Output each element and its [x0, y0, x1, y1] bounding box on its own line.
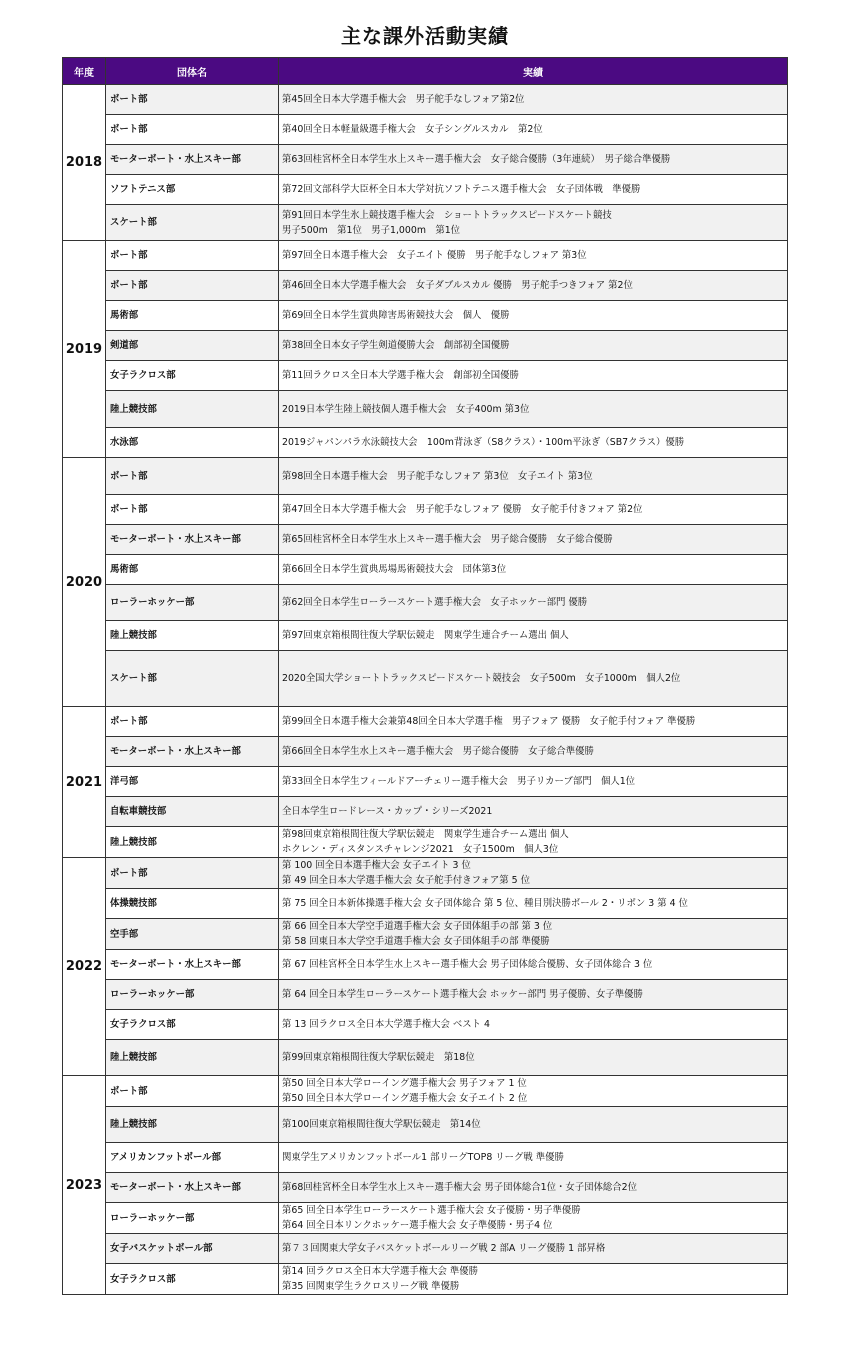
achievement-cell [279, 797, 788, 827]
header-year: 年度 [63, 58, 106, 85]
club-name-cell: モーターボート・水上スキー部 [106, 950, 279, 980]
achievement-line: 第46回全日本大学選手権大会 女子ダブルスカル 優勝 男子舵手つきフォア 第2位 [282, 280, 633, 291]
table-row [63, 950, 788, 980]
achievement-line: 第45回全日本大学選手権大会 男子舵手なしフォア第2位 [282, 94, 525, 105]
club-name-cell: スケート部 [106, 651, 279, 707]
achievement-line: ホクレン・ディスタンスチャレンジ2021 女子1500m 個人3位 [282, 844, 559, 855]
table-row [63, 797, 788, 827]
club-name-cell: 陸上競技部 [106, 391, 279, 428]
club-name-cell: 女子ラクロス部 [106, 1264, 279, 1295]
achievement-line: 第98回全日本選手権大会 男子舵手なしフォア 第3位 女子エイト 第3位 [282, 470, 593, 482]
club-name-cell: ボート部 [106, 241, 279, 271]
year-cell: 2022 [63, 858, 106, 1076]
club-name-cell: ボート部 [106, 271, 279, 301]
achievement-line: 第 64 回全日本学生ローラースケート選手権大会 ホッケー部門 男子優勝、女子準優勝 [282, 989, 643, 1000]
club-name-cell: 女子ラクロス部 [106, 1010, 279, 1040]
table-row [63, 115, 788, 145]
achievement-cell [279, 1234, 788, 1264]
club-name-cell: モーターボート・水上スキー部 [106, 737, 279, 767]
achievement-cell [279, 115, 788, 145]
club-name-cell: 空手部 [106, 919, 279, 950]
club-name-cell: 陸上競技部 [106, 1107, 279, 1143]
results-table [62, 57, 788, 1295]
achievement-line: 全日本学生ロードレース・カップ・シリーズ2021 [282, 806, 493, 817]
club-name-cell: ローラーホッケー部 [106, 1203, 279, 1234]
achievement-line: 第50 回全日本大学ローイング選手権大会 女子エイト 2 位 [282, 1093, 528, 1104]
table-row [63, 621, 788, 651]
club-name-cell: 自転車競技部 [106, 797, 279, 827]
club-name-cell: ボート部 [106, 858, 279, 889]
club-name-cell: 水泳部 [106, 428, 279, 458]
achievement-cell [279, 737, 788, 767]
table-row [63, 1264, 788, 1295]
achievement-line: 第47回全日本大学選手権大会 男子舵手なしフォア 優勝 女子舵手付きフォア 第2位 [282, 504, 643, 515]
achievement-line: 第33回全日本学生フィールドアーチェリー選手権大会 男子リカーブ部門 個人1位 [282, 776, 636, 787]
club-name-cell: ローラーホッケー部 [106, 585, 279, 621]
achievement-line: 第99回全日本選手権大会兼第48回全日本大学選手権 男子フォア 優勝 女子舵手付フォア 準優勝 [282, 716, 696, 727]
achievement-line: 第98回東京箱根間往復大学駅伝競走 関東学生連合チーム選出 個人 [282, 829, 569, 840]
achievement-cell [279, 241, 788, 271]
club-name-cell: モーターボート・水上スキー部 [106, 145, 279, 175]
achievement-line: 第 58 回東日本大学空手道選手権大会 女子団体組手の部 準優勝 [282, 936, 550, 947]
achievement-cell [279, 271, 788, 301]
achievement-cell [279, 950, 788, 980]
table-row [63, 585, 788, 621]
club-name-cell: 体操競技部 [106, 889, 279, 919]
achievement-line: 第40回全日本軽量級選手権大会 女子シングルスカル 第2位 [282, 124, 543, 135]
club-name-cell: ボート部 [106, 458, 279, 495]
table-row [63, 331, 788, 361]
achievement-line: 第 100 回全日本選手権大会 女子エイト 3 位 [282, 860, 471, 871]
achievement-cell [279, 525, 788, 555]
club-name-cell: ボート部 [106, 707, 279, 737]
table-row [63, 525, 788, 555]
achievement-line: 第69回全日本学生賞典障害馬術競技大会 個人 優勝 [282, 310, 510, 321]
achievement-line: 第 67 回桂宮杯全日本学生水上スキー選手権大会 男子団体総合優勝、女子団体総合 3 位 [282, 959, 653, 970]
table-row [63, 1173, 788, 1203]
table-row [63, 85, 788, 115]
page-title: 主な課外活動実績 [341, 24, 509, 48]
table-row [63, 175, 788, 205]
club-name-cell: ソフトテニス部 [106, 175, 279, 205]
achievement-cell [279, 919, 788, 950]
achievement-cell [279, 585, 788, 621]
achievement-line: 2019ジャパンパラ水泳競技大会 100m背泳ぎ（S8クラス）・100m平泳ぎ（SB7クラス）優勝 [282, 437, 685, 448]
results-body [63, 85, 788, 1295]
club-name-cell: 女子バスケットボール部 [106, 1234, 279, 1264]
achievement-cell [279, 495, 788, 525]
club-name-cell: 剣道部 [106, 331, 279, 361]
table-row [63, 241, 788, 271]
achievement-line: 第 66 回全日本大学空手道選手権大会 女子団体組手の部 第 3 位 [282, 921, 553, 932]
achievement-cell [279, 391, 788, 428]
table-row [63, 1234, 788, 1264]
achievement-cell [279, 85, 788, 115]
table-row [63, 301, 788, 331]
achievement-line: 第35 回関東学生ラクロスリーグ戦 準優勝 [282, 1281, 460, 1292]
club-name-cell: ボート部 [106, 85, 279, 115]
achievement-cell [279, 428, 788, 458]
achievement-line: 第７３回関東大学女子バスケットボールリーグ戦 2 部A リーグ優勝 1 部昇格 [282, 1243, 606, 1254]
table-row [63, 205, 788, 241]
table-row [63, 495, 788, 525]
achievement-line: 第38回全日本女子学生剣道優勝大会 創部初全国優勝 [282, 340, 510, 351]
club-name-cell: 女子ラクロス部 [106, 361, 279, 391]
club-name-cell: ボート部 [106, 1076, 279, 1107]
club-name-cell: 洋弓部 [106, 767, 279, 797]
table-row [63, 707, 788, 737]
achievement-line: 第99回東京箱根間往復大学駅伝競走 第18位 [282, 1052, 475, 1063]
club-name-cell: ローラーホッケー部 [106, 980, 279, 1010]
achievement-cell [279, 1173, 788, 1203]
achievement-line: 第 49 回全日本大学選手権大会 女子舵手付きフォア第 5 位 [282, 875, 530, 886]
achievement-cell [279, 651, 788, 707]
achievement-line: 2019日本学生陸上競技個人選手権大会 女子400m 第3位 [282, 403, 530, 415]
achievement-line: 第66回全日本学生水上スキー選手権大会 男子総合優勝 女子総合準優勝 [282, 746, 594, 757]
achievement-cell [279, 889, 788, 919]
achievement-cell [279, 980, 788, 1010]
achievement-cell [279, 1203, 788, 1234]
club-name-cell: スケート部 [106, 205, 279, 241]
club-name-cell: ボート部 [106, 115, 279, 145]
table-row [63, 1010, 788, 1040]
table-row [63, 767, 788, 797]
year-cell: 2023 [63, 1076, 106, 1295]
achievement-cell [279, 555, 788, 585]
achievement-cell [279, 458, 788, 495]
achievement-cell [279, 175, 788, 205]
achievement-line: 第65 回全日本学生ローラースケート選手権大会 女子優勝・男子準優勝 [282, 1205, 581, 1216]
table-row [63, 361, 788, 391]
achievement-cell [279, 205, 788, 241]
achievement-line: 第11回ラクロス全日本大学選手権大会 創部初全国優勝 [282, 370, 519, 381]
table-row [63, 391, 788, 428]
table-row [63, 651, 788, 707]
achievement-cell [279, 145, 788, 175]
table-row [63, 980, 788, 1010]
achievement-line: 第62回全日本学生ローラースケート選手権大会 女子ホッケー部門 優勝 [282, 597, 588, 608]
year-cell: 2020 [63, 458, 106, 707]
table-row [63, 458, 788, 495]
achievement-cell [279, 1143, 788, 1173]
achievement-cell [279, 707, 788, 737]
table-row [63, 1076, 788, 1107]
achievement-cell [279, 301, 788, 331]
achievement-line: 第97回全日本選手権大会 女子エイト 優勝 男子舵手なしフォア 第3位 [282, 250, 587, 261]
table-row [63, 737, 788, 767]
table-row [63, 428, 788, 458]
achievement-line: 第 75 回全日本新体操選手権大会 女子団体総合 第 5 位、種目別決勝ボール 2・リボン 3 第 4 位 [282, 898, 688, 909]
header-achievement: 実績 [279, 58, 788, 85]
table-header-row [63, 58, 788, 85]
club-name-cell: モーターボート・水上スキー部 [106, 1173, 279, 1203]
achievement-line: 第68回桂宮杯全日本学生水上スキー選手権大会 男子団体総合1位・女子団体総合2位 [282, 1182, 637, 1193]
achievement-line: 第 13 回ラクロス全日本大学選手権大会 ベスト 4 [282, 1019, 490, 1030]
table-row [63, 145, 788, 175]
achievement-cell [279, 361, 788, 391]
table-row [63, 827, 788, 858]
table-row [63, 919, 788, 950]
club-name-cell: 陸上競技部 [106, 1040, 279, 1076]
club-name-cell: モーターボート・水上スキー部 [106, 525, 279, 555]
achievement-cell [279, 331, 788, 361]
achievement-line: 第91回日本学生氷上競技選手権大会 ショートトラックスピードスケート競技 [282, 209, 612, 221]
achievement-line: 2020全国大学ショートトラックスピードスケート競技会 女子500m 女子1000m 個人2位 [282, 673, 681, 684]
achievement-line: 第50 回全日本大学ローイング選手権大会 男子フォア 1 位 [282, 1078, 527, 1089]
table-row [63, 1143, 788, 1173]
club-name-cell: 馬術部 [106, 555, 279, 585]
achievement-cell [279, 1010, 788, 1040]
achievement-cell [279, 858, 788, 889]
table-row [63, 555, 788, 585]
achievement-cell [279, 1040, 788, 1076]
club-name-cell: ボート部 [106, 495, 279, 525]
table-row [63, 271, 788, 301]
club-name-cell: アメリカンフットボール部 [106, 1143, 279, 1173]
achievement-line: 男子500m 第1位 男子1,000m 第1位 [282, 224, 461, 236]
achievement-cell [279, 1264, 788, 1295]
club-name-cell: 陸上競技部 [106, 621, 279, 651]
table-row [63, 1107, 788, 1143]
achievement-line: 第72回文部科学大臣杯全日本大学対抗ソフトテニス選手権大会 女子団体戦 準優勝 [282, 184, 641, 195]
table-row [63, 1203, 788, 1234]
achievement-cell [279, 621, 788, 651]
achievement-line: 第14 回ラクロス全日本大学選手権大会 準優勝 [282, 1266, 479, 1277]
year-cell: 2018 [63, 85, 106, 241]
achievement-line: 第65回桂宮杯全日本学生水上スキー選手権大会 男子総合優勝 女子総合優勝 [282, 534, 613, 545]
achievement-line: 第63回桂宮杯全日本学生水上スキー選手権大会 女子総合優勝（3年連続） 男子総合準優勝 [282, 154, 671, 165]
achievement-line: 第66回全日本学生賞典馬場馬術競技大会 団体第3位 [282, 564, 507, 575]
achievement-cell [279, 827, 788, 858]
table-row [63, 889, 788, 919]
club-name-cell: 馬術部 [106, 301, 279, 331]
achievement-line: 第64 回全日本リンクホッケー選手権大会 女子準優勝・男子4 位 [282, 1220, 553, 1231]
table-row [63, 858, 788, 889]
achievement-line: 第97回東京箱根間往復大学駅伝競走 関東学生連合チーム選出 個人 [282, 630, 569, 641]
header-club: 団体名 [106, 58, 279, 85]
year-cell: 2021 [63, 707, 106, 858]
table-row [63, 1040, 788, 1076]
achievement-line: 第100回東京箱根間往復大学駅伝競走 第14位 [282, 1119, 481, 1130]
achievement-cell [279, 1076, 788, 1107]
year-cell: 2019 [63, 241, 106, 458]
achievement-line: 関東学生アメリカンフットボール1 部リーグTOP8 リーグ戦 準優勝 [282, 1152, 564, 1163]
club-name-cell: 陸上競技部 [106, 827, 279, 858]
achievement-cell [279, 767, 788, 797]
achievement-cell [279, 1107, 788, 1143]
